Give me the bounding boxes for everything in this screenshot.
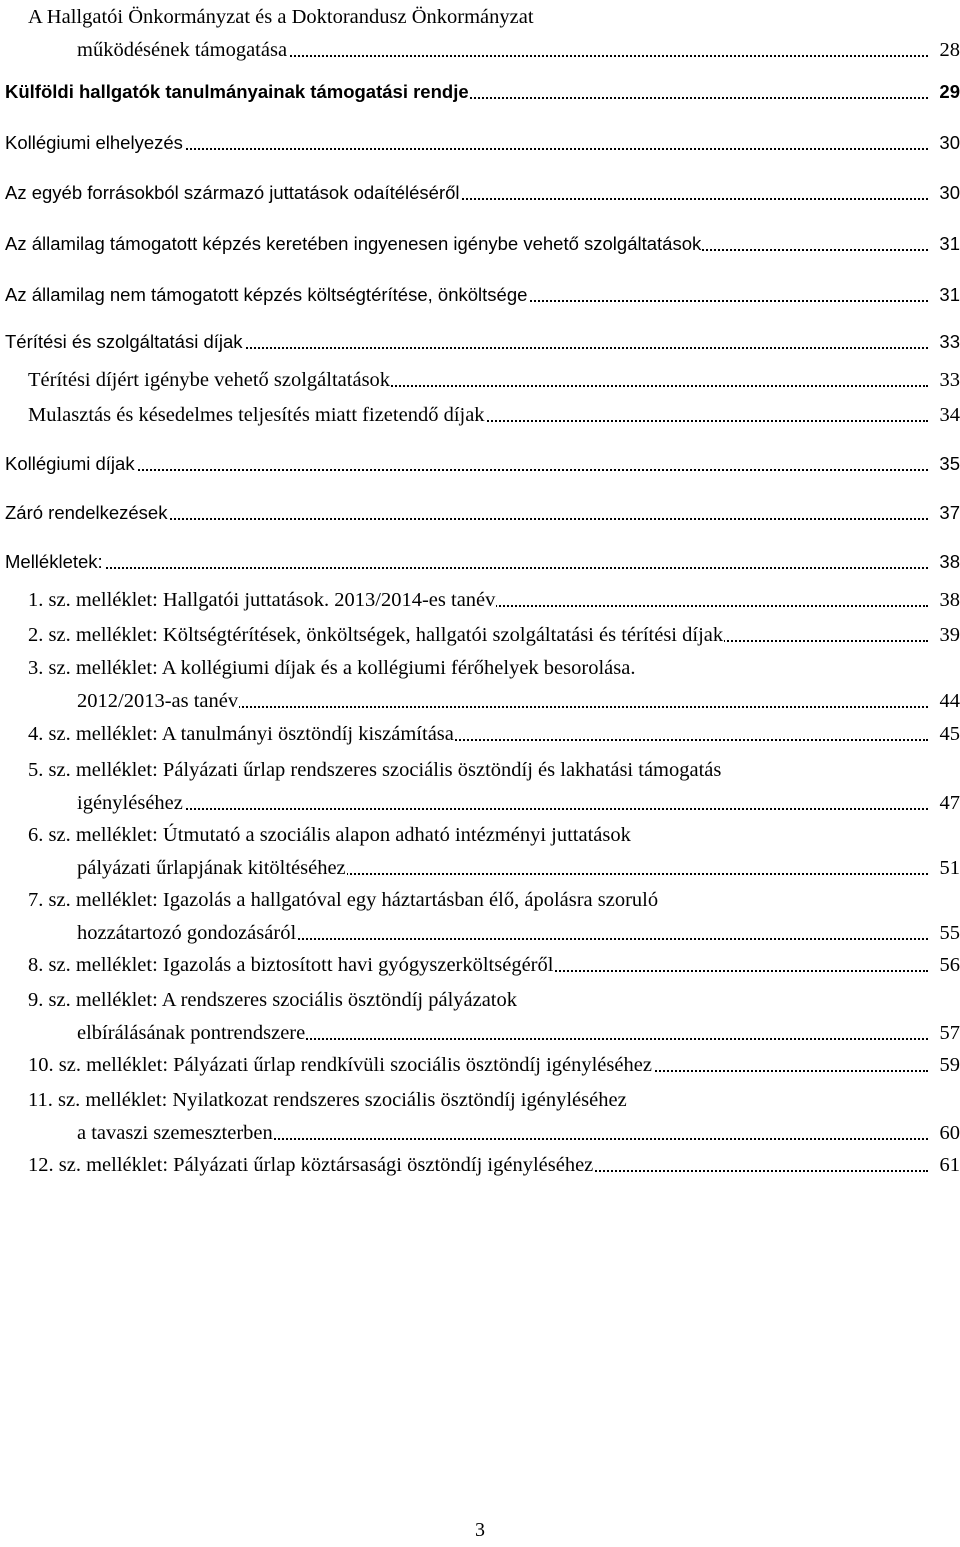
toc-entry-line (28, 620, 928, 650)
toc-entry-title: Az államilag nem támogatott képzés költségtérítése, önköltsége (5, 284, 528, 305)
toc-entry-title: Térítési és szolgáltatási díjak (5, 331, 243, 352)
toc-entry-line (77, 788, 928, 818)
dot-leader (5, 469, 928, 471)
toc-entry-title: 11. sz. melléklet: Nyilatkozat rendszeres szociális ösztöndíj igényléséhez (28, 1089, 627, 1111)
toc-entry-line (28, 820, 960, 850)
toc-entry-title: 3. sz. melléklet: A kollégiumi díjak és a kollégiumi férőhelyek besorolása. (28, 657, 636, 679)
toc-entry-line (28, 400, 928, 430)
toc-entry-line (77, 686, 928, 716)
toc-entry-line (5, 498, 928, 528)
toc-entry-line (77, 35, 928, 65)
toc-entry-title: Térítési díjért igénybe vehető szolgáltatások (28, 369, 391, 391)
page-number: 3 (475, 1519, 485, 1541)
toc-page-number: 35 (936, 449, 960, 479)
toc-entry-title: Mulasztás és késedelmes teljesítés miatt fizetendő díjak (28, 404, 485, 426)
toc-entry-title: 10. sz. melléklet: Pályázati űrlap rendkívüli szociális ösztöndíj igényléséhez (28, 1054, 652, 1076)
toc-entry-line (28, 719, 928, 749)
toc-entry-line (5, 229, 928, 259)
toc-entry-line (5, 280, 928, 310)
toc-entry-line (28, 2, 960, 32)
toc-entry-line (28, 950, 928, 980)
toc-entry-line (28, 1150, 928, 1180)
toc-page-number: 33 (937, 365, 960, 395)
toc-entry-title: igényléséhez (77, 792, 183, 814)
toc-entry-title: hozzátartozó gondozásáról (77, 922, 297, 944)
toc-entry-title: Az államilag támogatott képzés keretében ingyenesen igénybe vehető szolgáltatások (5, 233, 702, 254)
toc-entry-title: 1. sz. melléklet: Hallgatói juttatások. 2013/2014-es tanév (28, 589, 496, 611)
toc-page-number: 47 (937, 788, 960, 818)
toc-page-number: 60 (937, 1118, 960, 1148)
toc-entry-line (5, 547, 928, 577)
toc-page-number: 38 (937, 585, 960, 615)
toc-entry-line (28, 585, 928, 615)
toc-entry-title: A Hallgatói Önkormányzat és a Doktorandusz Önkormányzat (28, 6, 534, 28)
toc-entry-line (77, 853, 928, 883)
toc-entry-title: elbírálásának pontrendszere (77, 1022, 306, 1044)
toc-page-number: 30 (936, 178, 960, 208)
toc-page-number: 29 (936, 77, 960, 107)
toc-page-number: 37 (936, 498, 960, 528)
toc-entry-title: 7. sz. melléklet: Igazolás a hallgatóval egy háztartásban élő, ápolásra szoruló (28, 889, 659, 911)
toc-entry-title: működésének támogatása (77, 39, 288, 61)
toc-page-number: 38 (936, 547, 960, 577)
toc-entry-title: Mellékletek: (5, 551, 103, 572)
toc-entry-line (5, 77, 928, 107)
toc-entry-title: 2012/2013-as tanév (77, 690, 239, 712)
toc-entry-line (28, 755, 960, 785)
toc-entry-title: 12. sz. melléklet: Pályázati űrlap köztársasági ösztöndíj igényléséhez (28, 1154, 594, 1176)
toc-entry-title: Kollégiumi elhelyezés (5, 132, 183, 153)
toc-page-number: 59 (937, 1050, 960, 1080)
toc-entry-line (5, 449, 928, 479)
toc-entry-title: 2. sz. melléklet: Költségtérítések, önköltségek, hallgatói szolgáltatási és térítési díjak (28, 624, 724, 646)
toc-page-number: 57 (937, 1018, 960, 1048)
toc-page-number: 51 (937, 853, 960, 883)
dot-leader (77, 808, 928, 810)
toc-entry-title: Kollégiumi díjak (5, 453, 135, 474)
toc-entry-line (5, 128, 928, 158)
toc-entry-line (28, 1050, 928, 1080)
toc-entry-title: 9. sz. melléklet: A rendszeres szociális ösztöndíj pályázatok (28, 989, 518, 1011)
toc-page-number: 31 (936, 229, 960, 259)
toc-page-number: 61 (937, 1150, 960, 1180)
toc-entry-line (77, 1018, 928, 1048)
toc-entry-title: 8. sz. melléklet: Igazolás a biztosított havi gyógyszerköltségéről (28, 954, 554, 976)
toc-entry-title: Külföldi hallgatók tanulmányainak támogatási rendje (5, 81, 469, 102)
toc-page-number: 56 (937, 950, 960, 980)
toc-entry-title: 5. sz. melléklet: Pályázati űrlap rendszeres szociális ösztöndíj és lakhatási támogatás (28, 759, 722, 781)
dot-leader (5, 567, 928, 569)
toc-page-number: 28 (937, 35, 960, 65)
toc-entry-title: 6. sz. melléklet: Útmutató a szociális alapon adható intézményi juttatások (28, 824, 631, 846)
toc-entry-line (28, 985, 960, 1015)
toc-entry-line (5, 327, 928, 357)
toc-entry-line (28, 1085, 960, 1115)
toc-entry-title: 4. sz. melléklet: A tanulmányi ösztöndíj kiszámítása (28, 723, 454, 745)
toc-entry-line (5, 178, 928, 208)
toc-page-number: 30 (936, 128, 960, 158)
toc-entry-line (77, 1118, 928, 1148)
toc-entry-title: a tavaszi szemeszterben (77, 1122, 273, 1144)
toc-page-number: 34 (937, 400, 960, 430)
toc-page-number: 33 (936, 327, 960, 357)
toc-entry-line (28, 885, 960, 915)
toc-entry-line (77, 918, 928, 948)
toc-entry-title: Az egyéb forrásokból származó juttatások odaítéléséről (5, 182, 460, 203)
toc-page-number: 55 (937, 918, 960, 948)
toc-entry-title: Záró rendelkezések (5, 502, 168, 523)
toc-page-number: 44 (937, 686, 960, 716)
toc-entry-line (28, 365, 928, 395)
toc-page-number: 31 (936, 280, 960, 310)
toc-page-number: 39 (937, 620, 960, 650)
toc-entry-title: pályázati űrlapjának kitöltéséhez (77, 857, 346, 879)
toc-page-number: 45 (937, 719, 960, 749)
toc-entry-line (28, 653, 960, 683)
